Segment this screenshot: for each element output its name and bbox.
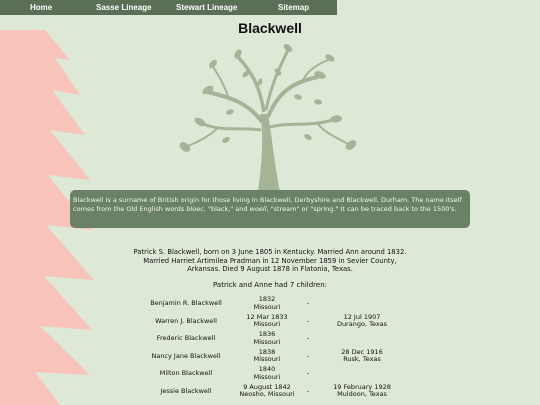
birth-date: 1840 (258, 365, 276, 374)
banner-word-bloec: bloec (186, 204, 204, 213)
child-death (316, 383, 408, 401)
banner-text-end: , "stream" or "spring." It can be traced back to the 1500's. (266, 204, 457, 213)
table-row (138, 313, 408, 331)
patrick-bio: Patrick S. Blackwell, born on 3 June 1805 in Kentucky. Married Ann around 1832. Married Harriet Artimilea Pradman in 12 November 1859 in Sevier County, Arkansas. Died 9 August 1878 in Flatonia, Texas. (133, 248, 407, 273)
tree-illustration-icon (168, 42, 368, 192)
birth-place: Missouri (253, 337, 281, 346)
separator: - (306, 351, 310, 360)
birth-place: Neosho, Missouri (239, 390, 295, 399)
table-row (138, 330, 408, 348)
surname-origin-banner (70, 190, 470, 228)
child-name: Warren J. Blackwell (155, 316, 217, 325)
child-death (316, 330, 408, 348)
separator: - (306, 299, 310, 307)
table-row (138, 365, 408, 383)
nav-stewart-lineage-link[interactable]: Stewart Lineage (176, 3, 238, 12)
banner-text-mid: , "black," and (203, 204, 250, 213)
death-date: 28 Dec 1916 (341, 347, 383, 356)
child-birth (234, 383, 300, 401)
banner-word-woell: woell (249, 204, 267, 213)
death-date: 12 Jul 1907 (343, 312, 381, 321)
children-intro: Patrick and Anne had 7 children: (213, 281, 327, 289)
page-title: Blackwell (238, 20, 302, 36)
child-name: Nancy Jane Blackwell (151, 351, 221, 360)
death-place: Durango, Texas (336, 320, 388, 329)
child-birth (234, 295, 300, 313)
top-nav (0, 0, 337, 15)
child-death (316, 365, 408, 383)
nav-sasse-lineage-link[interactable]: Sasse Lineage (96, 3, 152, 12)
separator: - (306, 386, 310, 395)
birth-date: 12 Mar 1833 (246, 312, 288, 321)
nav-sitemap-link[interactable]: Sitemap (278, 3, 310, 12)
birth-place: Missouri (253, 355, 281, 364)
birth-place: Missouri (253, 302, 281, 311)
child-birth (234, 348, 300, 366)
nav-home-link[interactable]: Home (30, 3, 53, 12)
table-row (138, 383, 408, 401)
child-death (316, 348, 408, 366)
children-table (138, 295, 408, 400)
child-death (316, 295, 408, 313)
birth-date: 1836 (258, 330, 276, 339)
banner-text-start: Blackwell is a surname of British origin for those living in Blackwell, Derbyshire and Blackwell, Durham. The name itself comes from the Old English words (73, 196, 462, 213)
child-name: Frederic Blackwell (156, 334, 216, 342)
birth-date: 9 August 1842 (243, 382, 291, 391)
separator: - (306, 369, 310, 377)
child-birth (234, 313, 300, 331)
death-date: 19 February 1928 (333, 382, 391, 391)
child-death (316, 313, 408, 331)
child-name: Jessie Blackwell (160, 386, 212, 395)
birth-place: Missouri (253, 372, 281, 381)
child-name: Milton Blackwell (159, 369, 213, 377)
separator: - (306, 316, 310, 325)
birth-place: Missouri (253, 320, 281, 329)
death-place: Muldoon, Texas (337, 390, 387, 399)
table-row (138, 348, 408, 366)
child-name: Benjamin R. Blackwell (150, 299, 222, 307)
child-birth (234, 330, 300, 348)
child-birth (234, 365, 300, 383)
birth-date: 1838 (258, 347, 276, 356)
separator: - (306, 334, 310, 342)
death-place: Rusk, Texas (343, 355, 381, 364)
birth-date: 1832 (258, 295, 276, 304)
table-row (138, 295, 408, 313)
